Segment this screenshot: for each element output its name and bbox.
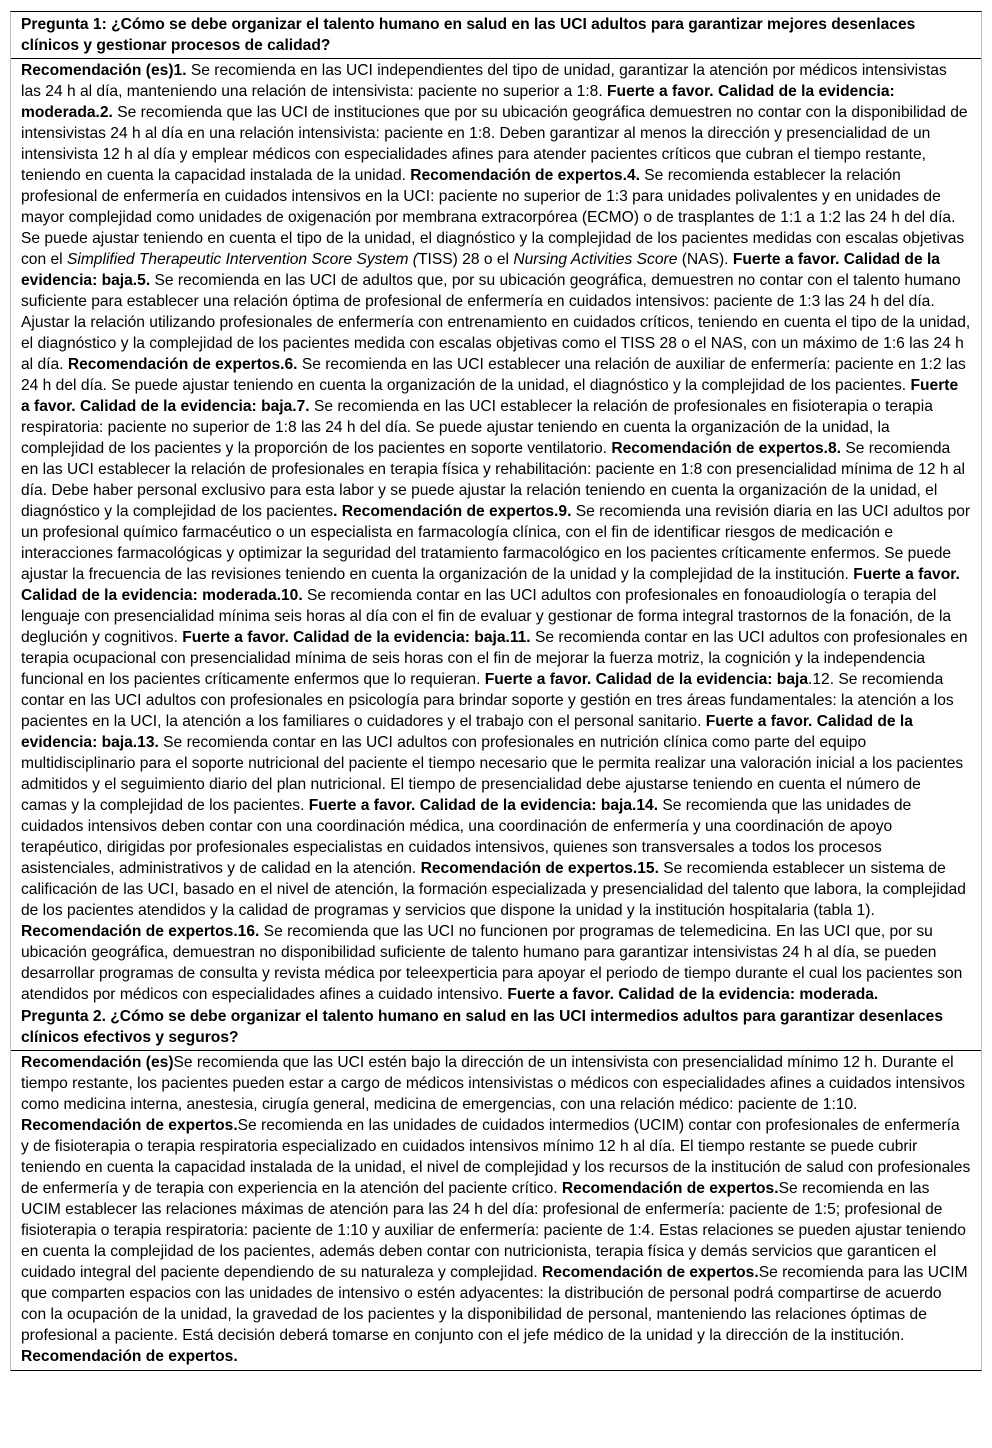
rec-16-number: 16. <box>237 923 260 940</box>
rec-4-text-a: Se recomienda establecer la relación profesional de enfermería en cuidados intensivos en la UCI: paciente no superior de 1:3 para unidades polivalentes y en unidades de mayor complejidad como unidades de oxigenación por membrana extracorpórea (ECMO) o de trasplantes de 1:1 a 1:2 las 24 h del día. Se puede ajustar teniendo en cuenta el tipo de la unidad, el diagnóstico y la complejidad de los pacientes medidas con escalas objetivas con el <box>21 167 965 268</box>
question-1-header: Pregunta 1: ¿Cómo se debe organizar el talento humano en salud en las UCI adultos para garantizar mejores desenlaces clínicos y gestionar procesos de calidad? <box>11 12 981 59</box>
rec-5-text: Se recomienda en las UCI de adultos que, por su ubicación geográfica, demuestren no contar con el talento humano suficiente para establecer una relación óptima de profesional de enfermería en cuidados intensivos: paciente de 1:3 las 24 h del día. Ajustar la relación utilizando profesionales de enfermería con entrenamiento en cuidados críticos, teniendo en cuenta el tipo de la unidad, el diagnóstico y la complejidad de los pacientes medida con escalas objetivas como el TISS 28 o el NAS, con un máximo de 1:6 las 24 h al día. <box>21 272 971 373</box>
rec-6-number: 6. <box>284 356 298 373</box>
rec-1-strength: Fuerte a favor. Calidad de la evidencia: moderada. <box>21 83 895 121</box>
rec-2-text: Se recomienda que las UCI de instituciones que por su ubicación geográfica demuestren no contar con la disponibilidad de intensivistas 24 h al día en una relación intensivista: paciente en 1:8. Deben garantizar al menos la dirección y presencialidad de un intensivista 12 h al día y emplear médicos con especialidades afines para atender pacientes críticos que cubran el tiempo restante, teniendo en cuenta la capacidad instalada de la unidad. <box>21 104 968 184</box>
q2-rec-b-text: Se recomienda en las unidades de cuidados intermedios (UCIM) contar con profesionales de enfermería y de fisioterapia o terapia respiratoria especializado en cuidados intensivos mínimo 12 h al día. El tiempo restante se puede cubrir teniendo en cuenta la capacidad instalada de la unidad, el nivel de complejidad y los recursos de la institución de salud con profesionales de enfermería y de terapia con experiencia en la atención del paciente crítico. <box>21 1117 971 1197</box>
question-2-header: Pregunta 2. ¿Cómo se debe organizar el talento humano en salud en las UCI intermedios adultos para garantizar desenlaces clínicos efectivos y seguros? <box>11 1006 981 1051</box>
rec-13-number: 13. <box>137 734 159 751</box>
rec-2-strength: Recomendación de expertos. <box>410 167 627 184</box>
rec-7-text: Se recomienda en las UCI establecer la relación de profesionales en fisioterapia o terapia respiratoria: paciente no superior de 1:8 las 24 h del día. Se puede ajustar teniendo en cuenta la organización de la unidad, la complejidad de los pacientes y la proporción de los pacientes en soporte ventilatorio. <box>21 398 933 457</box>
rec-4-text-c: (NAS). <box>677 251 733 268</box>
rec-15-text: Se recomienda establecer un sistema de calificación de las UCI, basado en el nivel de atención, la formación especializada y presencialidad del talento que labora, la complejidad de los pacientes atendidos y la calidad de programas y servicios que dispone la unidad y la institución hospitalaria (tabla 1). <box>21 860 966 919</box>
rec-13-strength: Fuerte a favor. Calidad de la evidencia: baja. <box>308 797 637 814</box>
rec-13-text: Se recomienda contar en las UCI adultos con profesionales en nutrición clínica como parte del equipo multidisciplinario para el soporte nutricional del paciente el tiempo necesario que le permita realizar una valoración inicial a los pacientes admitidos y el seguimiento diario del plan nutricional. El tiempo de presencialidad debe ajustarse teniendo en cuenta el número de camas y la complejidad de los pacientes. <box>21 734 964 814</box>
rec-14-strength: Recomendación de expertos. <box>420 860 638 877</box>
rec-11-number: 11. <box>509 629 531 646</box>
rec-16-strength: Fuerte a favor. Calidad de la evidencia: moderada. <box>507 986 879 1003</box>
rec-14-text: Se recomienda que las unidades de cuidados intensivos deben contar con una coordinación médica, una coordinación de enfermería y una coordinación de apoyo terapéutico, dirigidas por profesionales especialistas en cuidados intensivos, quienes son transversales a todos los procesos asistenciales, administrativos y de calidad en la atención. <box>21 797 912 877</box>
rec-1-number: 1. <box>173 62 187 79</box>
rec-10-number: 10. <box>281 587 303 604</box>
rec-12-text: Se recomienda contar en las UCI adultos con profesionales en psicología para brindar soporte y gestión en tres áreas fundamentales: la atención a los pacientes en la UCI, la atención a los familiares o cuidadores y el trabajo con el personal sanitario. <box>21 671 954 730</box>
rec-4-tiss-name: Simplified Therapeutic Intervention Score System ( <box>66 251 418 268</box>
rec-8-strength: . Recomendación de expertos. <box>333 503 559 520</box>
rec-12-number: .12. <box>808 671 835 688</box>
rec-9-number: 9. <box>558 503 572 520</box>
rec-10-strength: Fuerte a favor. Calidad de la evidencia: baja. <box>182 629 510 646</box>
rec-4-number: 4. <box>626 167 640 184</box>
rec-11-text: Se recomienda contar en las UCI adultos con profesionales en terapia ocupacional con presencialidad mínima de seis horas con el fin de mejorar la fuerza motriz, la cognición y la independencia funcional en los pacientes críticamente enfermos que lo requieran. <box>21 629 968 688</box>
question-2-recommendations <box>11 1051 981 1370</box>
rec-7-number: 7. <box>296 398 310 415</box>
q2-rec-d-text: Se recomienda para las UCIM que comparten espacios con las unidades de intensivo o estén adyacentes: la distribución de personal podrá compartirse de acuerdo con la ocupación de la unidad, la gravedad de los pacientes y la disponibilidad de personal, manteniendo las relaciones óptimas de profesional a paciente. Está decisión deberá tomarse en conjunto con el jefe médico de la unidad y la dirección de la institución. <box>21 1264 968 1344</box>
rec-8-number: 8. <box>827 440 841 457</box>
rec-15-number: 15. <box>637 860 659 877</box>
rec-7-strength: Recomendación de expertos. <box>611 440 828 457</box>
rec-9-strength: Fuerte a favor. Calidad de la evidencia: moderada. <box>21 566 960 604</box>
q2-rec-c-strength: Recomendación de expertos. <box>542 1264 759 1281</box>
rec-11-strength: Fuerte a favor. Calidad de la evidencia: baja <box>484 671 809 688</box>
rec-4-text-b: TISS) 28 o el <box>417 251 514 268</box>
rec-10-text: Se recomienda contar en las UCI adultos con profesionales en fonoaudiología o terapia del lenguaje con presencialidad mínima seis horas al día con el fin de evaluar y gestionar de forma integral trastornos de la fonación, de la deglución y cognitivos. <box>21 587 952 646</box>
q2-rec-a-strength: Recomendación de expertos. <box>21 1117 238 1134</box>
rec-6-strength: Fuerte a favor. Calidad de la evidencia: baja. <box>21 377 959 415</box>
rec-8-text: Se recomienda en las UCI establecer la relación de profesionales en terapia física y rehabilitación: paciente en 1:8 con presencialidad mínima de 12 h al día. Debe haber personal exclusivo para esta labor y se puede ajustar la relación teniendo en cuenta la organización de la unidad, el diagnóstico y la complejidad de los pacientes <box>21 440 965 520</box>
rec-12-strength: Fuerte a favor. Calidad de la evidencia: baja. <box>21 713 913 751</box>
rec-5-strength: Recomendación de expertos. <box>67 356 285 373</box>
question-1-recommendations <box>11 59 981 1006</box>
q2-rec-a-text: Se recomienda que las UCI estén bajo la dirección de un intensivista con presencialidad mínimo 12 h. Durante el tiempo restante, los pacientes pueden estar a cargo de médicos intensivistas o médicos con especialidades afines a cuidados intensivos como medicina interna, anestesia, cirugía general, medicina de emergencias, con una relación médico: paciente de 1:10. <box>21 1054 965 1113</box>
rec-14-number: 14. <box>636 797 659 814</box>
rec-2-number: 2. <box>99 104 113 121</box>
rec-1-text: Se recomienda en las UCI independientes del tipo de unidad, garantizar la atención por médicos intensivistas las 24 h al día, manteniendo una relación de intensivista: paciente no superior a 1:8. <box>21 62 947 100</box>
rec-4-nas-name: Nursing Activities Score <box>513 251 678 268</box>
rec-5-number: 5. <box>137 272 151 289</box>
q2-rec-d-strength: Recomendación de expertos. <box>21 1348 238 1365</box>
recommendations-table <box>10 11 982 1371</box>
rec-15-strength: Recomendación de expertos. <box>21 923 238 940</box>
rec-16-text: Se recomienda que las UCI no funcionen por programas de telemedicina. En las UCI que, por su ubicación geográfica, demuestran no disponibilidad suficiente de talento humano para garantizar intensivistas 24 h al día, se pueden desarrollar programas de consulta y revista médica por teleexperticia para apoyar el periodo de tiempo durante el cual los pacientes son atendidos por médicos con especialidades afines a cuidado intensivo. <box>21 923 963 1003</box>
q2-rec-c-text: Se recomienda en las UCIM establecer las relaciones máximas de atención para las 24 h del día: profesional de enfermería: paciente de 1:5; profesional de fisioterapia o terapia respiratoria: paciente de 1:10 y auxiliar de enfermería: paciente de 1:4. Estas relaciones se pueden ajustar teniendo en cuenta la complejidad de los pacientes, además deben contar con nutricionista, terapia física y demás servicios que garanticen el cuidado integral del paciente dependiendo de su naturaleza y complejidad. <box>21 1180 966 1281</box>
q2-rec-b-strength: Recomendación de expertos. <box>561 1180 779 1197</box>
rec-9-text: Se recomienda una revisión diaria en las UCI adultos por un profesional químico farmacéutico o un especialista en farmacología clínica, con el fin de identificar riesgos de medicación e interacciones farmacológicas y optimizar la seguridad del tratamiento farmacológico en los pacientes críticamente enfermos. Se puede ajustar la frecuencia de las revisiones teniendo en cuenta la organización de la unidad y la complejidad de la institución. <box>21 503 971 583</box>
recommendations-label: Recomendación (es) <box>21 1054 174 1071</box>
rec-4-strength: Fuerte a favor. Calidad de la evidencia: baja. <box>21 251 940 289</box>
rec-6-text: Se recomienda en las UCI establecer una relación de auxiliar de enfermería: paciente en 1:2 las 24 h del día. Se puede ajustar teniendo en cuenta la organización de la unidad, el diagnóstico y la complejidad de los pacientes. <box>21 356 966 394</box>
recommendations-label: Recomendación (es) <box>21 62 174 79</box>
